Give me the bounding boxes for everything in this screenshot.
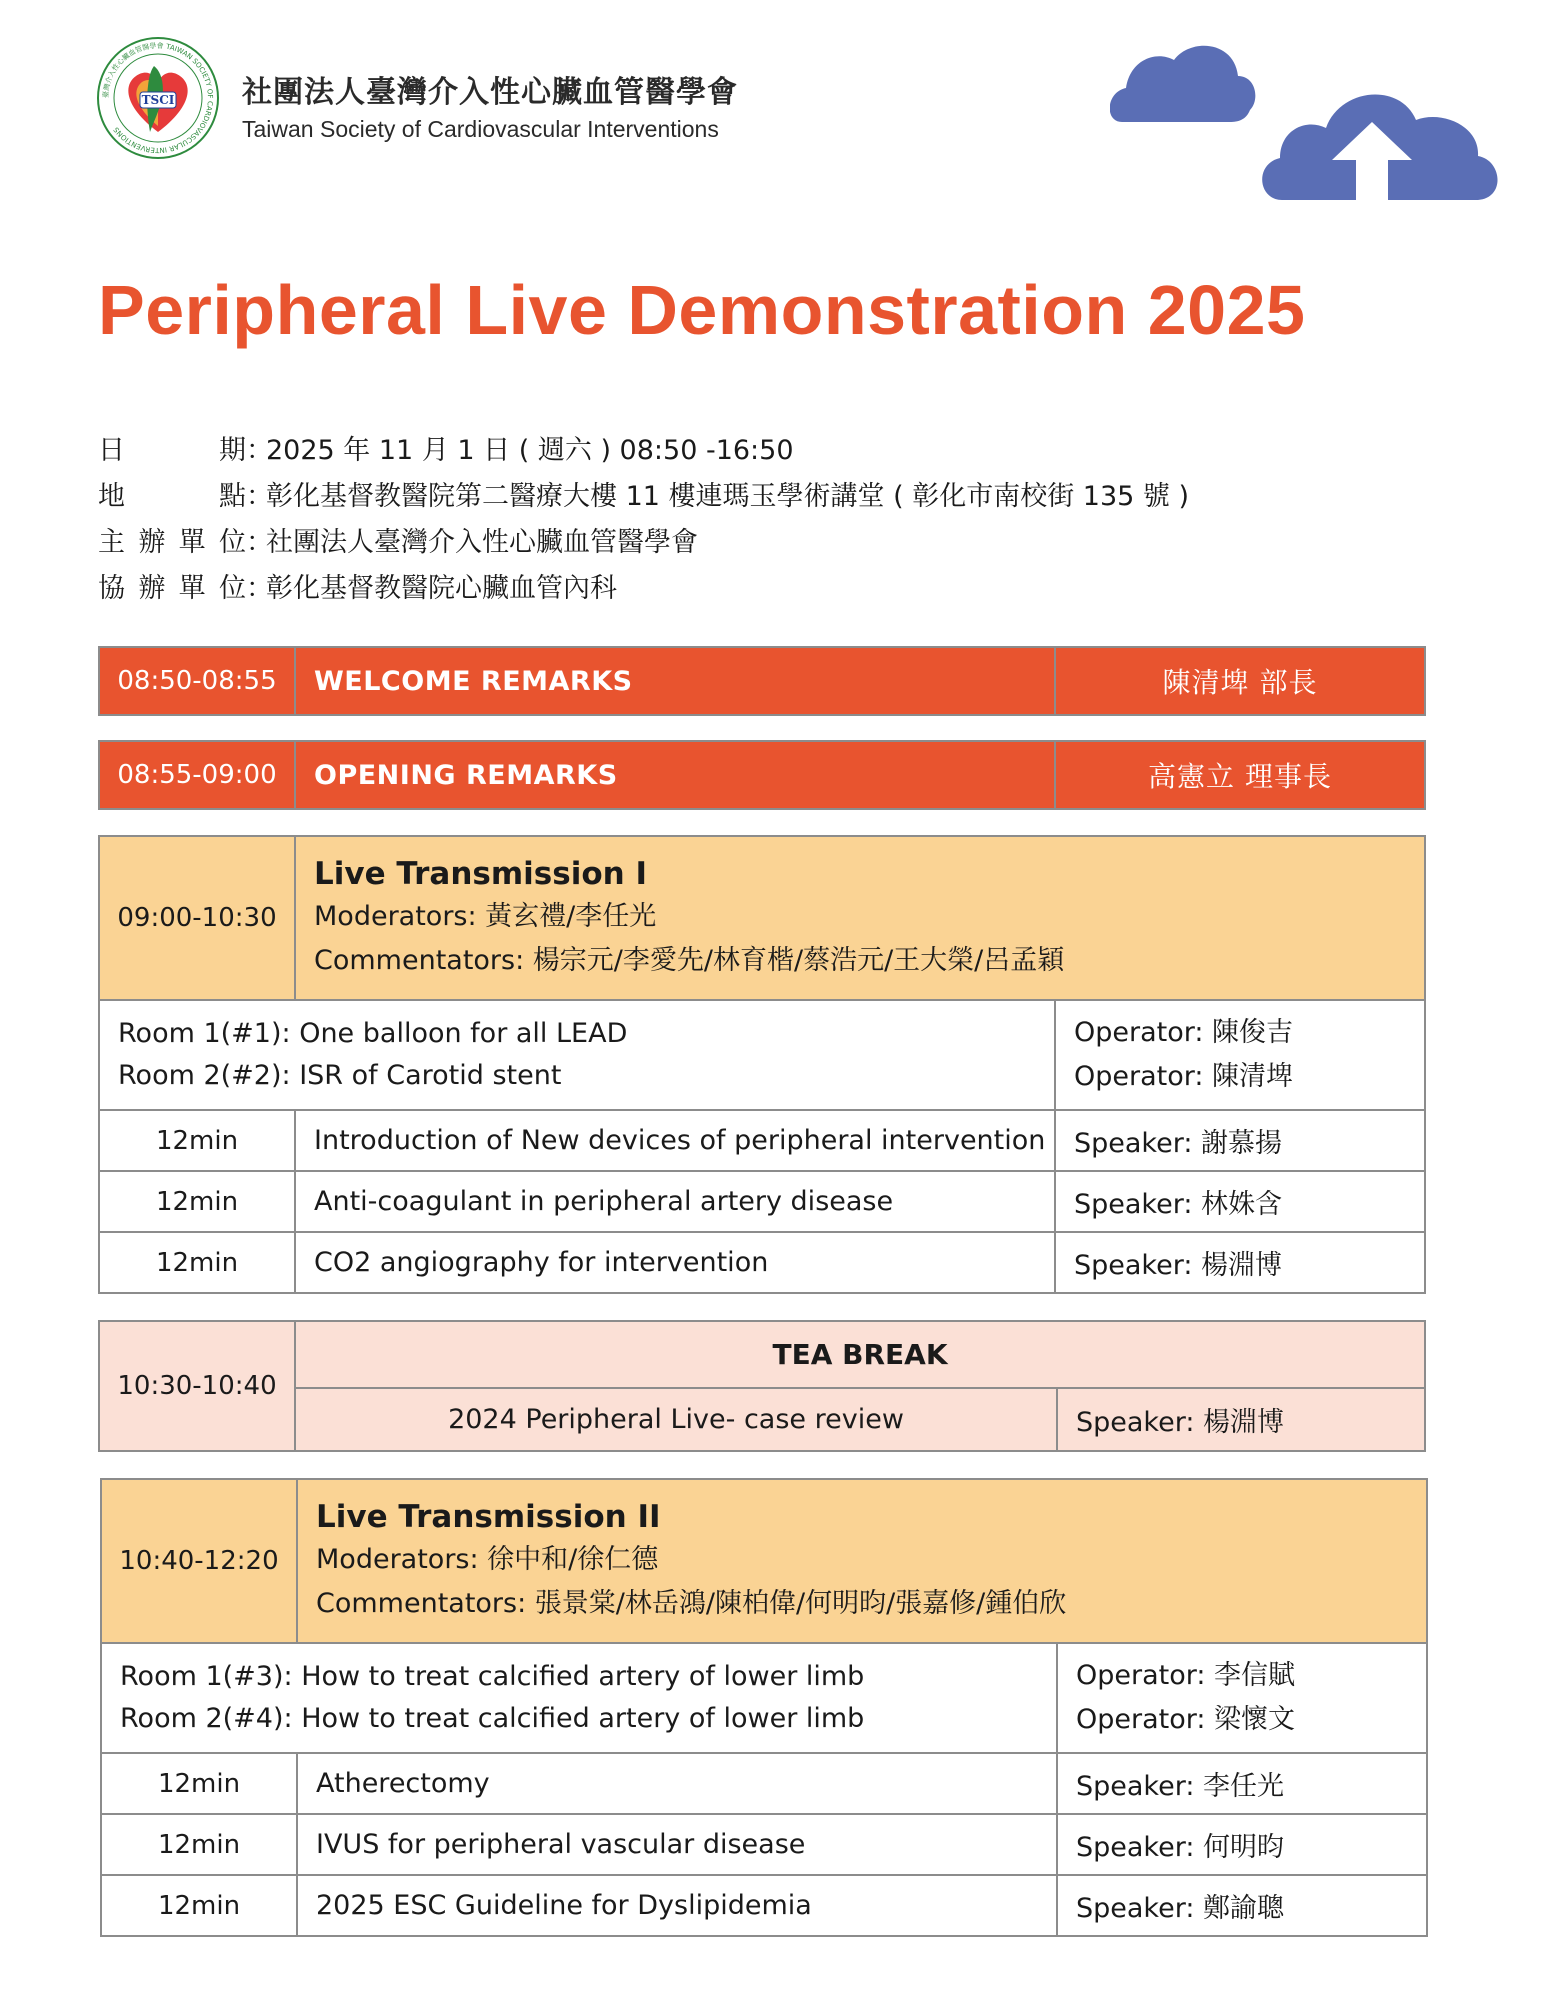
organization-name (242, 76, 738, 144)
live-transmission-2-table (100, 1478, 1428, 1937)
cloud-upload-icon (1110, 30, 1520, 220)
talk-duration: 12min (102, 1815, 298, 1874)
info-value: 彰化基督教醫院第二醫療大樓 11 樓連瑪玉學術講堂 ( 彰化市南校街 135 號 ) (266, 481, 1190, 512)
talk-duration: 12min (100, 1111, 296, 1170)
talk-topic: 2024 Peripheral Live- case review (296, 1389, 1058, 1450)
opening-remarks-row (98, 740, 1426, 810)
tsci-logo (96, 36, 220, 160)
moderators: Moderators: 黃玄禮/李任光 (314, 901, 657, 932)
talk-topic: Introduction of New devices of peripheral intervention (296, 1111, 1056, 1170)
info-label: 地點 (98, 481, 246, 512)
talk-speaker: Speaker: 林姝含 (1074, 1189, 1283, 1220)
talk-topic: IVUS for peripheral vascular disease (298, 1815, 1058, 1874)
welcome-remarks-row (98, 646, 1426, 716)
info-value: 2025 年 11 月 1 日 ( 週六 ) 08:50 -16:50 (266, 435, 794, 466)
session-time: 08:50-08:55 (100, 648, 296, 714)
session-title: Live Transmission II (316, 1499, 661, 1535)
session-time: 10:40-12:20 (102, 1480, 298, 1642)
room-operator: Operator: 陳清埤 (1074, 1061, 1294, 1092)
talk-duration: 12min (100, 1233, 296, 1292)
talk-speaker: Speaker: 何明昀 (1076, 1832, 1285, 1863)
talk-speaker: Speaker: 楊淵博 (1074, 1250, 1283, 1281)
logo-text: TSCI (141, 93, 175, 107)
info-label: 主辦單位 (98, 527, 246, 558)
live-transmission-1-table (98, 835, 1426, 1294)
talk-topic: CO2 angiography for intervention (296, 1233, 1056, 1292)
talk-speaker: Speaker: 李任光 (1076, 1771, 1285, 1802)
info-label: 協辦單位 (98, 573, 246, 604)
live-transmission-1-header (100, 837, 1424, 999)
room-operator: Operator: 梁懷文 (1076, 1704, 1296, 1735)
commentators: Commentators: 張景棠/林岳鴻/陳柏偉/何明昀/張嘉修/鍾伯欣 (316, 1588, 1067, 1619)
talk-row (100, 1109, 1424, 1170)
info-value: 社團法人臺灣介入性心臟血管醫學會 (266, 527, 698, 558)
talk-duration: 12min (100, 1172, 296, 1231)
org-name-chinese: 社團法人臺灣介入性心臟血管醫學會 (242, 75, 738, 110)
session-person: 高憲立 理事長 (1148, 760, 1332, 793)
org-name-english: Taiwan Society of Cardiovascular Interventions (242, 116, 719, 142)
session-title: OPENING REMARKS (296, 742, 1056, 808)
info-co-organizer: 協辦單位 ： 彰化基督教醫院心臟血管內科 (98, 566, 1189, 612)
talk-duration: 12min (102, 1876, 298, 1935)
talk-topic: Anti-coagulant in peripheral artery disease (296, 1172, 1056, 1231)
talk-speaker: Speaker: 鄭諭聰 (1076, 1893, 1285, 1924)
room-case: Room 1(#1): One balloon for all LEAD (118, 1018, 628, 1049)
talk-duration: 12min (102, 1754, 298, 1813)
session-time: 10:30-10:40 (100, 1322, 296, 1450)
room-operator: Operator: 李信賦 (1076, 1660, 1296, 1691)
session-time: 08:55-09:00 (100, 742, 296, 808)
moderators: Moderators: 徐中和/徐仁德 (316, 1544, 659, 1575)
talk-row (102, 1813, 1426, 1874)
room-operator: Operator: 陳俊吉 (1074, 1017, 1294, 1048)
tea-break-table (98, 1320, 1426, 1452)
session-title: TEA BREAK (296, 1322, 1424, 1389)
event-info (98, 428, 1189, 612)
commentators: Commentators: 楊宗元/李愛先/林育楷/蔡浩元/王大榮/呂孟穎 (314, 945, 1065, 976)
room-case: Room 2(#2): ISR of Carotid stent (118, 1060, 562, 1091)
live-cases-row (100, 999, 1424, 1109)
page-title: Peripheral Live Demonstration 2025 (98, 271, 1306, 349)
talk-speaker: Speaker: 謝慕揚 (1074, 1128, 1283, 1159)
info-value: 彰化基督教醫院心臟血管內科 (266, 573, 617, 604)
logo-ring-text: 臺灣介入性心臟血管醫學會 TAIWAN SOCIETY OF CARDIOVASCULAR INTERVENTIONS (101, 41, 215, 155)
info-organizer: 主辦單位 ： 社團法人臺灣介入性心臟血管醫學會 (98, 520, 1189, 566)
info-date: 日期 ： 2025 年 11 月 1 日 ( 週六 ) 08:50 -16:50 (98, 428, 1189, 474)
session-person: 陳清埤 部長 (1162, 666, 1318, 699)
talk-speaker: Speaker: 楊淵博 (1076, 1407, 1285, 1438)
talk-topic: 2025 ESC Guideline for Dyslipidemia (298, 1876, 1058, 1935)
talk-row (102, 1752, 1426, 1813)
room-case: Room 1(#3): How to treat calcified artery of lower limb (120, 1661, 865, 1692)
info-label: 日期 (98, 435, 246, 466)
live-cases-row (102, 1642, 1426, 1752)
info-location: 地點 ： 彰化基督教醫院第二醫療大樓 11 樓連瑪玉學術講堂 ( 彰化市南校街 135 號 ) (98, 474, 1189, 520)
talk-row (100, 1170, 1424, 1231)
room-case: Room 2(#4): How to treat calcified artery of lower limb (120, 1703, 865, 1734)
session-title: WELCOME REMARKS (296, 648, 1056, 714)
talk-topic: Atherectomy (298, 1754, 1058, 1813)
session-title: Live Transmission I (314, 856, 648, 892)
talk-row (102, 1874, 1426, 1935)
session-time: 09:00-10:30 (100, 837, 296, 999)
live-transmission-2-header (102, 1480, 1426, 1642)
talk-row (100, 1231, 1424, 1292)
